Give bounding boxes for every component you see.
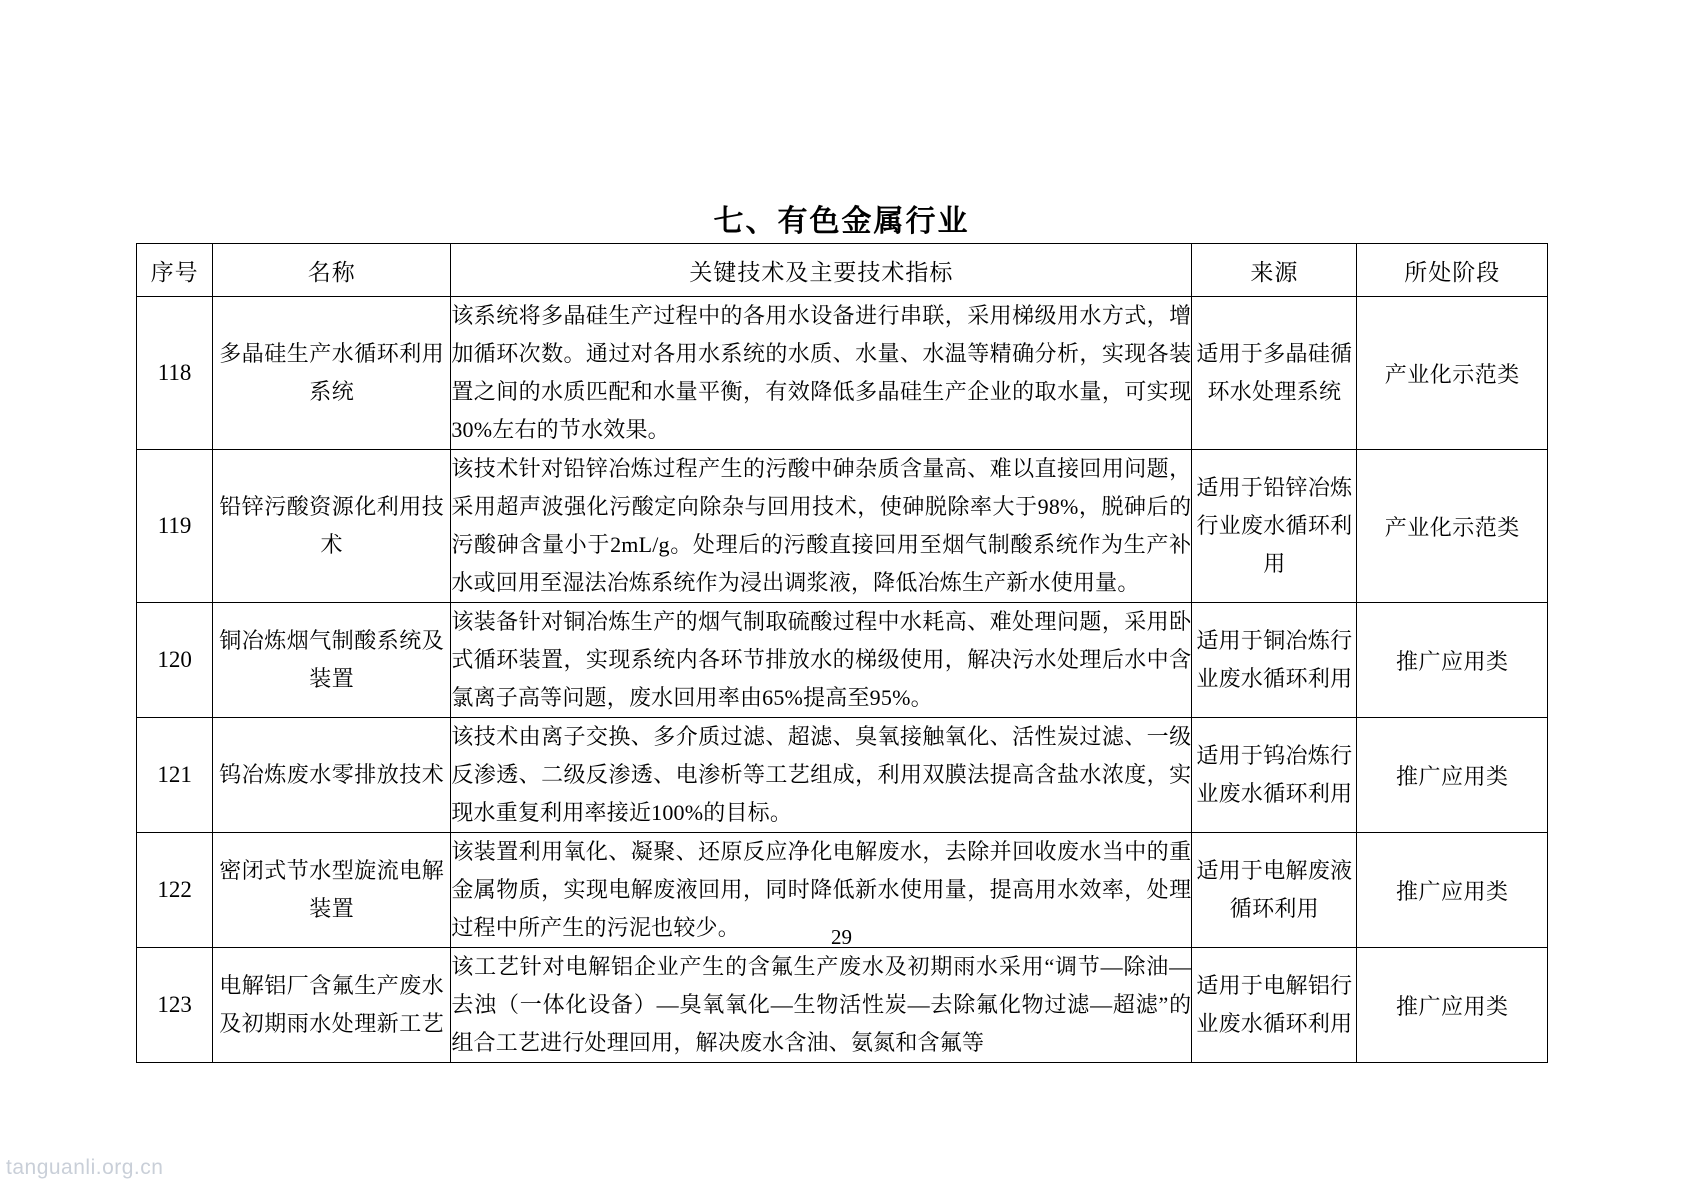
- column-header-source: 来源: [1192, 244, 1357, 297]
- cell-index: 123: [137, 948, 213, 1063]
- cell-source: 适用于电解废液循环利用: [1192, 833, 1357, 948]
- cell-stage: 产业化示范类: [1357, 297, 1548, 450]
- cell-name: 电解铝厂含氟生产废水及初期雨水处理新工艺: [213, 948, 451, 1063]
- cell-name: 铅锌污酸资源化利用技术: [213, 450, 451, 603]
- cell-index: 122: [137, 833, 213, 948]
- cell-technology: 该技术由离子交换、多介质过滤、超滤、臭氧接触氧化、活性炭过滤、一级反渗透、二级反渗透、电渗析等工艺组成，利用双膜法提高含盐水浓度，实现水重复利用率接近100%的目标。: [451, 718, 1192, 833]
- table-row: [137, 450, 1548, 603]
- cell-name: 铜冶炼烟气制酸系统及装置: [213, 603, 451, 718]
- column-header-index: 序号: [137, 244, 213, 297]
- cell-name: 多晶硅生产水循环利用系统: [213, 297, 451, 450]
- cell-technology: 该装备针对铜冶炼生产的烟气制取硫酸过程中水耗高、难处理问题，采用卧式循环装置，实现系统内各环节排放水的梯级使用，解决污水处理后水中含氯离子高等问题，废水回用率由65%提高至95%。: [451, 603, 1192, 718]
- table-header-row: [137, 244, 1548, 297]
- page-title: 七、有色金属行业: [713, 205, 970, 238]
- cell-source: 适用于铅锌冶炼行业废水循环利用: [1192, 450, 1357, 603]
- cell-stage: 推广应用类: [1357, 603, 1548, 718]
- cell-technology: 该工艺针对电解铝企业产生的含氟生产废水及初期雨水采用“调节—除油—去浊（一体化设备）—臭氧氧化—生物活性炭—去除氟化物过滤—超滤”的组合工艺进行处理回用，解决废水含油、氨氮和含氟等: [451, 948, 1192, 1063]
- cell-index: 121: [137, 718, 213, 833]
- cell-stage: 推广应用类: [1357, 718, 1548, 833]
- cell-stage: 推广应用类: [1357, 948, 1548, 1063]
- column-header-technology: 关键技术及主要技术指标: [451, 244, 1192, 297]
- cell-name: 密闭式节水型旋流电解装置: [213, 833, 451, 948]
- table-row: [137, 948, 1548, 1063]
- cell-name: 钨冶炼废水零排放技术: [213, 718, 451, 833]
- cell-index: 120: [137, 603, 213, 718]
- table-row: [137, 297, 1548, 450]
- cell-technology: 该系统将多晶硅生产过程中的各用水设备进行串联，采用梯级用水方式，增加循环次数。通过对各用水系统的水质、水量、水温等精确分析，实现各装置之间的水质匹配和水量平衡，有效降低多晶硅生产企业的取水量，可实现30%左右的节水效果。: [451, 297, 1192, 450]
- cell-index: 118: [137, 297, 213, 450]
- column-header-stage: 所处阶段: [1357, 244, 1548, 297]
- cell-stage: 推广应用类: [1357, 833, 1548, 948]
- cell-source: 适用于铜冶炼行业废水循环利用: [1192, 603, 1357, 718]
- page-number: 29: [831, 925, 852, 949]
- cell-source: 适用于钨冶炼行业废水循环利用: [1192, 718, 1357, 833]
- cell-technology: 该技术针对铅锌冶炼过程产生的污酸中砷杂质含量高、难以直接回用问题，采用超声波强化污酸定向除杂与回用技术，使砷脱除率大于98%，脱砷后的污酸砷含量小于2mL/g。处理后的污酸直接回用至烟气制酸系统作为生产补水或回用至湿法冶炼系统作为浸出调浆液，降低冶炼生产新水使用量。: [451, 450, 1192, 603]
- column-header-name: 名称: [213, 244, 451, 297]
- cell-stage: 产业化示范类: [1357, 450, 1548, 603]
- table-row: [137, 718, 1548, 833]
- table-row: [137, 603, 1548, 718]
- site-watermark: tanguanli.org.cn: [6, 1156, 164, 1179]
- cell-technology: 该装置利用氧化、凝聚、还原反应净化电解废水，去除并回收废水当中的重金属物质，实现电解废液回用，同时降低新水使用量，提高用水效率，处理过程中所产生的污泥也较少。: [451, 833, 1192, 948]
- cell-source: 适用于多晶硅循环水处理系统: [1192, 297, 1357, 450]
- cell-source: 适用于电解铝行业废水循环利用: [1192, 948, 1357, 1063]
- cell-index: 119: [137, 450, 213, 603]
